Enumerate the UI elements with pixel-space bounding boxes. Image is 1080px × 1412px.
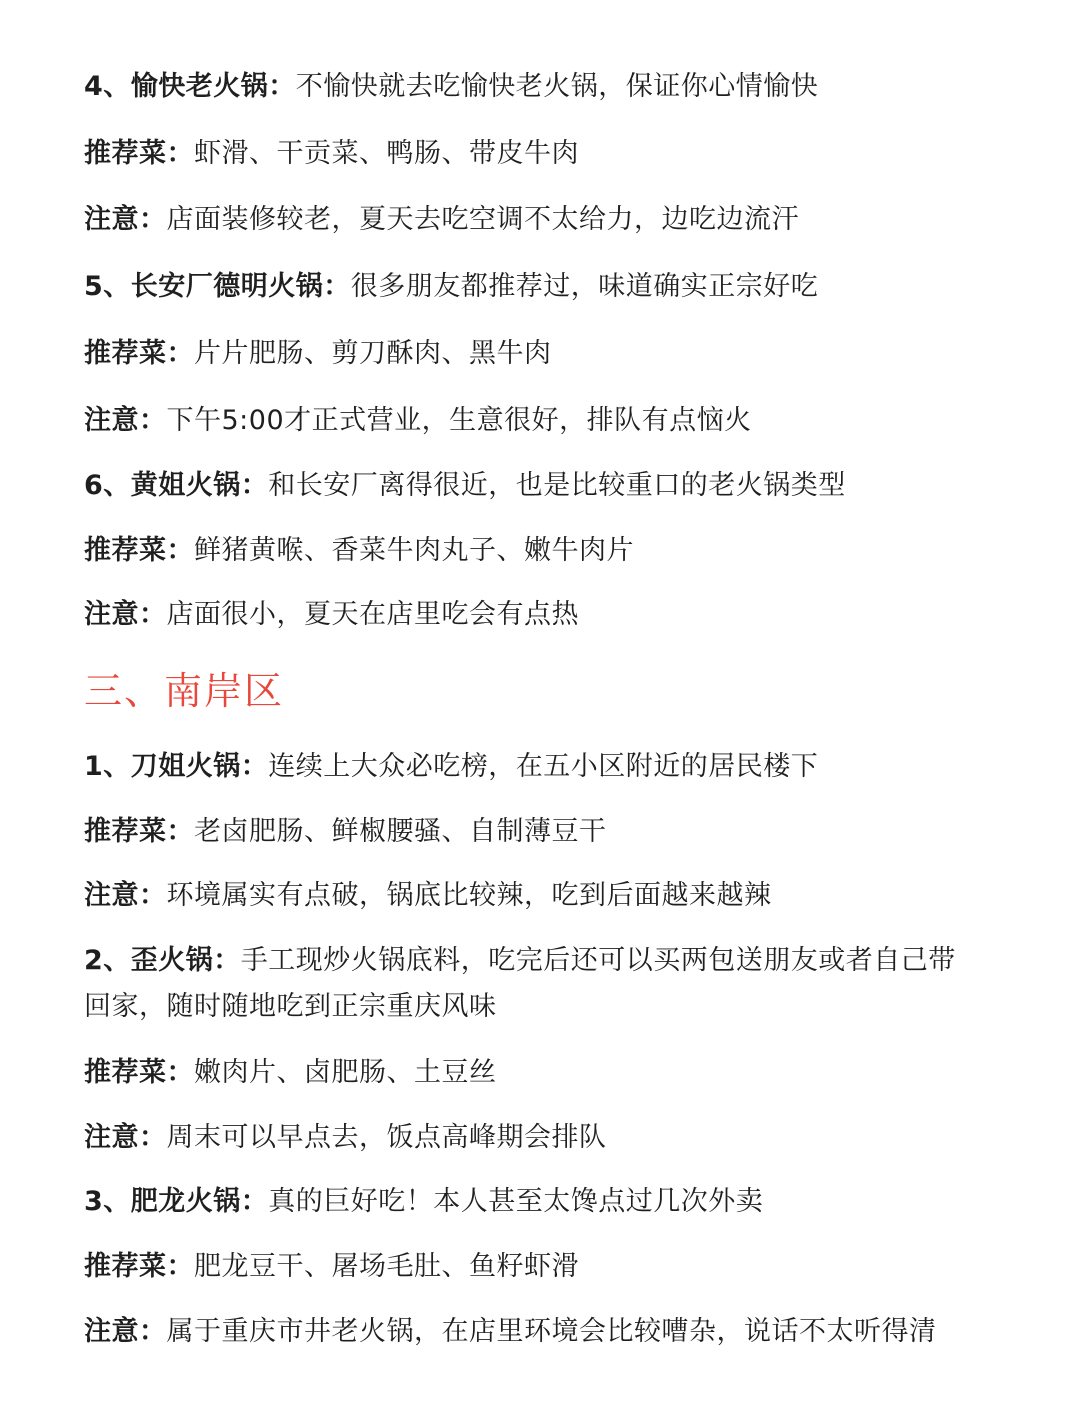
recommended-dishes [84,809,984,855]
entry-text: 和长安厂离得很近，也是比较重口的老火锅类型 [268,470,846,501]
entry-text: 嫩肉片、卤肥肠、土豆丝 [194,1057,497,1088]
restaurant-entry-yukuai [84,64,984,110]
entry-label: 推荐菜： [84,1057,194,1088]
entry-label: 推荐菜： [84,1251,194,1282]
entry-label: 推荐菜： [84,535,194,566]
recommended-dishes [84,528,984,574]
entry-label: 注意： [84,1122,167,1153]
entry-label: 5、长安厂德明火锅： [84,271,351,302]
recommended-dishes [84,331,984,377]
entry-label: 注意： [84,599,167,630]
restaurant-entry-deming [84,264,984,310]
restaurant-entry-daojie [84,744,984,790]
entry-label: 推荐菜： [84,816,194,847]
entry-text: 鲜猪黄喉、香菜牛肉丸子、嫩牛肉片 [194,535,634,566]
entry-label: 注意： [84,1316,167,1347]
entry-text: 很多朋友都推荐过，味道确实正宗好吃 [350,271,819,302]
entry-text: 片片肥肠、剪刀酥肉、黑牛肉 [194,338,552,369]
note [84,873,984,919]
entry-text: 店面装修较老，夏天去吃空调不太给力，边吃边流汗 [166,204,799,235]
entry-text: 虾滑、干贡菜、鸭肠、带皮牛肉 [194,138,579,169]
entry-label: 2、歪火锅： [84,945,241,976]
entry-text: 老卤肥肠、鲜椒腰骚、自制薄豆干 [194,816,607,847]
entry-text: 属于重庆市井老火锅，在店里环境会比较嘈杂，说话不太听得清 [166,1316,937,1347]
entry-text: 真的巨好吃！本人甚至太馋点过几次外卖 [268,1186,764,1217]
restaurant-entry-feilong [84,1179,984,1225]
entry-text: 下午5:00才正式营业，生意很好，排队有点恼火 [166,405,752,436]
recommended-dishes [84,1050,984,1096]
entry-label: 注意： [84,880,167,911]
note [84,197,984,243]
entry-text: 肥龙豆干、屠场毛肚、鱼籽虾滑 [194,1251,579,1282]
entry-text: 不愉快就去吃愉快老火锅，保证你心情愉快 [295,71,819,102]
entry-label: 1、刀姐火锅： [84,751,269,782]
note [84,1309,984,1355]
entry-label: 4、愉快老火锅： [84,71,296,102]
entry-label: 注意： [84,204,167,235]
recommended-dishes [84,131,984,177]
entry-label: 6、黄姐火锅： [84,470,269,501]
entry-label: 注意： [84,405,167,436]
entry-text: 周末可以早点去，饭点高峰期会排队 [166,1122,607,1153]
entry-text: 连续上大众必吃榜，在五小区附近的居民楼下 [268,751,819,782]
note [84,592,984,638]
note [84,398,984,444]
entry-label: 推荐菜： [84,338,194,369]
entry-label: 推荐菜： [84,138,194,169]
entry-label: 3、肥龙火锅： [84,1186,269,1217]
restaurant-entry-waihuoguo [84,938,964,1030]
section-heading-nanan: 三、南岸区 [84,669,285,713]
restaurant-entry-huangjie [84,463,984,509]
entry-text: 手工现炒火锅底料，吃完后还可以买两包送朋友或者自己带回家，随时随地吃到正宗重庆风味 [84,945,956,1022]
note [84,1115,984,1161]
entry-text: 店面很小，夏天在店里吃会有点热 [166,599,579,630]
recommended-dishes [84,1244,984,1290]
entry-text: 环境属实有点破，锅底比较辣，吃到后面越来越辣 [166,880,772,911]
